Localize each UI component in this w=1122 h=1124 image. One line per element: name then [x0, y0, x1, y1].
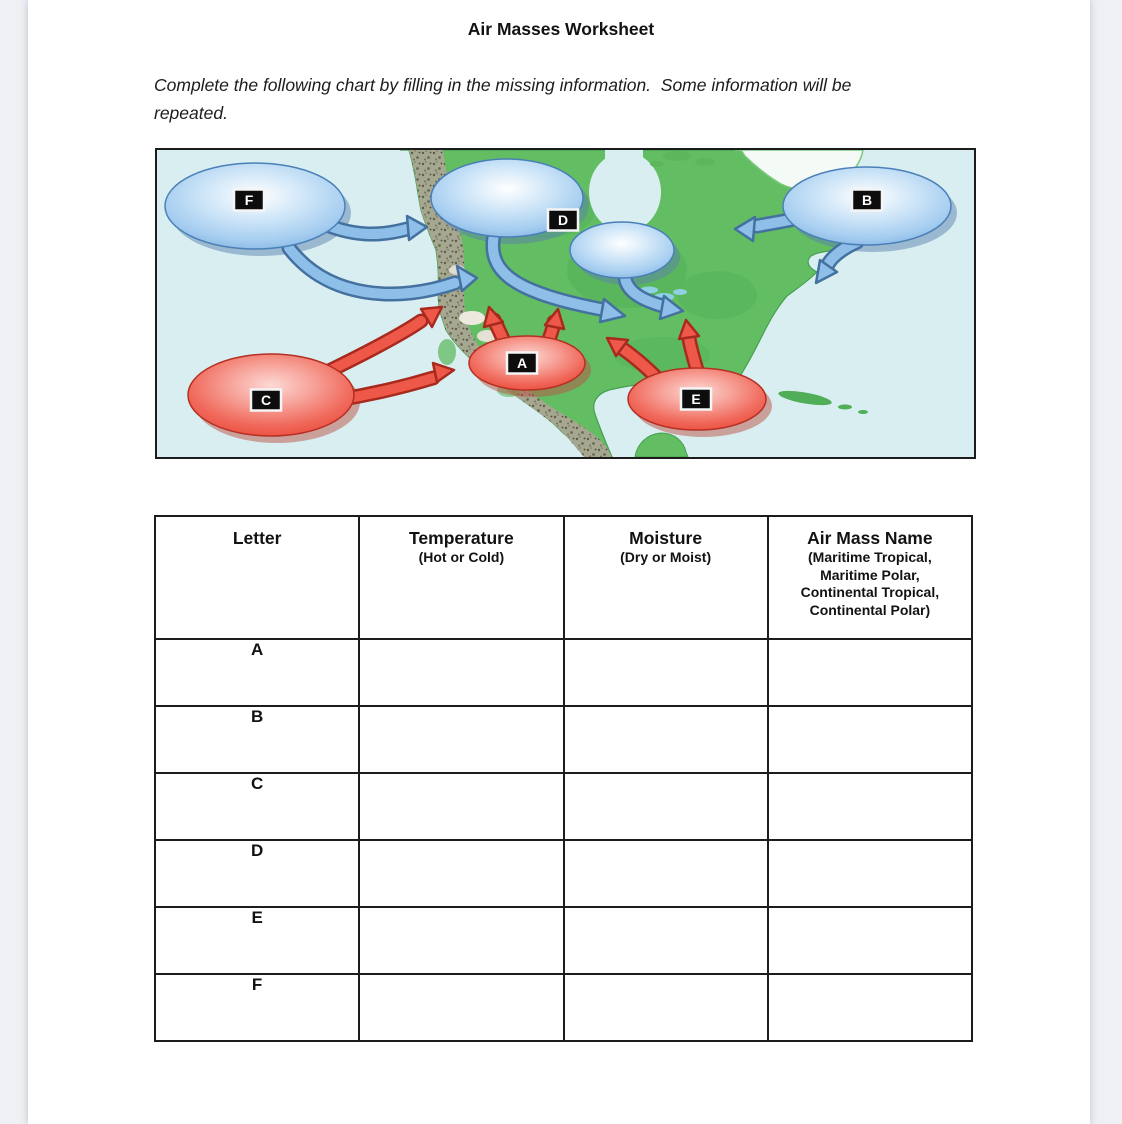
header-temperature-title: Temperature — [409, 528, 514, 548]
instructions-line-2: repeated. — [154, 103, 228, 123]
header-air-mass-name-sub-2: Maritime Polar, — [820, 566, 920, 583]
air-mass-letter-a: A — [516, 355, 528, 372]
table-row-d — [155, 840, 972, 907]
header-air-mass-name-sub-4: Continental Polar) — [809, 601, 931, 618]
header-temperature — [359, 516, 563, 639]
cell-e-air-mass-name[interactable] — [768, 907, 972, 974]
air-mass-label-f — [234, 190, 264, 211]
cell-d-air-mass-name[interactable] — [768, 840, 972, 907]
air-mass-label-d — [548, 210, 578, 231]
air-mass-label-a — [507, 353, 537, 374]
air-mass-letter-e: E — [691, 391, 701, 408]
header-moisture-title: Moisture — [629, 528, 703, 548]
header-air-mass-name-sub-3: Continental Tropical, — [800, 584, 940, 600]
cell-f-air-mass-name[interactable] — [768, 974, 972, 1041]
cell-e-temperature[interactable] — [359, 907, 563, 974]
table-row-f — [155, 974, 972, 1041]
cell-c-air-mass-name[interactable] — [768, 773, 972, 840]
air-mass-map — [155, 148, 976, 459]
cell-e-moisture[interactable] — [564, 907, 768, 974]
air-mass-label-e — [681, 389, 711, 410]
cell-d-temperature[interactable] — [359, 840, 563, 907]
air-mass-letter-d: D — [557, 212, 569, 229]
table-row-a — [155, 639, 972, 706]
cell-a-air-mass-name[interactable] — [768, 639, 972, 706]
cell-f-letter: F — [155, 974, 359, 1041]
cell-a-letter: A — [155, 639, 359, 706]
table-row-c — [155, 773, 972, 840]
cell-a-moisture[interactable] — [564, 639, 768, 706]
cell-f-moisture[interactable] — [564, 974, 768, 1041]
header-letter — [155, 516, 359, 639]
header-letter-title: Letter — [232, 528, 282, 548]
cell-b-temperature[interactable] — [359, 706, 563, 773]
air-mass-table — [154, 515, 973, 1042]
cell-a-temperature[interactable] — [359, 639, 563, 706]
air-mass-label-b — [852, 190, 882, 211]
air-mass-letter-f: F — [244, 192, 254, 209]
cell-f-temperature[interactable] — [359, 974, 563, 1041]
cell-c-temperature[interactable] — [359, 773, 563, 840]
instructions-text — [154, 71, 954, 127]
header-moisture — [564, 516, 768, 639]
table-header-row — [155, 516, 972, 639]
air-mass-map-image — [157, 150, 974, 457]
cell-d-letter: D — [155, 840, 359, 907]
header-air-mass-name-sub-1: (Maritime Tropical, — [808, 549, 932, 565]
header-moisture-subtitle: (Dry or Moist) — [620, 549, 712, 565]
cell-b-air-mass-name[interactable] — [768, 706, 972, 773]
air-mass-label-c — [251, 390, 281, 411]
instructions-line-1: Complete the following chart by filling in the missing information. Some information will be — [154, 75, 852, 95]
cell-c-letter: C — [155, 773, 359, 840]
cell-d-moisture[interactable] — [564, 840, 768, 907]
cell-b-letter: B — [155, 706, 359, 773]
table-row-b — [155, 706, 972, 773]
table-row-e — [155, 907, 972, 974]
air-mass-letter-c: C — [260, 392, 272, 409]
air-mass-letter-b: B — [861, 192, 873, 209]
page-title: Air Masses Worksheet — [467, 19, 655, 39]
cell-e-letter: E — [155, 907, 359, 974]
cell-b-moisture[interactable] — [564, 706, 768, 773]
header-air-mass-name-title: Air Mass Name — [807, 528, 933, 548]
header-air-mass-name — [768, 516, 972, 639]
header-temperature-subtitle: (Hot or Cold) — [418, 549, 505, 565]
cell-c-moisture[interactable] — [564, 773, 768, 840]
